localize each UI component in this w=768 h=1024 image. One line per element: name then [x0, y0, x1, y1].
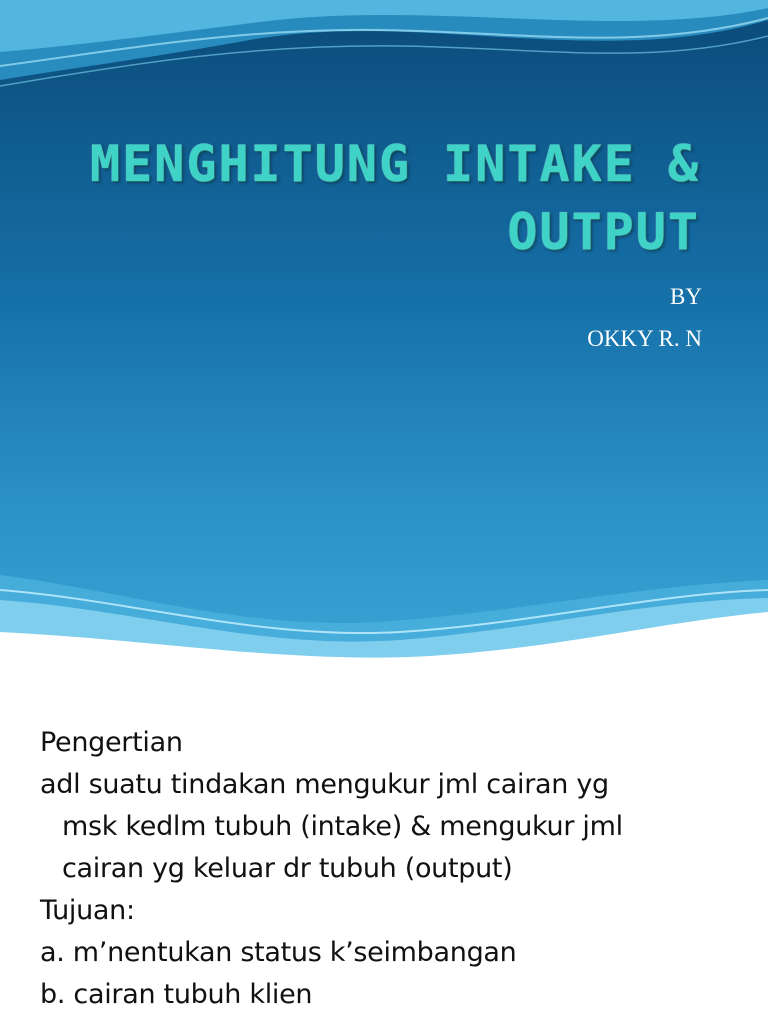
byline — [587, 276, 702, 360]
content-text — [40, 722, 740, 1016]
by-label: BY — [670, 284, 702, 309]
definition-line-3: cairan yg keluar dr tubuh (output) — [62, 853, 513, 884]
purpose-item-a: a. m’nentukan status k’seimbangan — [40, 937, 517, 968]
definition-line-2: msk kedlm tubuh (intake) & mengukur jml — [62, 811, 623, 842]
title-line-2: OUTPUT — [507, 203, 700, 261]
section-heading: Pengertian — [40, 727, 183, 758]
purpose-item-b: b. cairan tubuh klien — [40, 979, 313, 1010]
purpose-heading: Tujuan: — [40, 895, 135, 926]
definition-line-1: adl suatu tindakan mengukur jml cairan yg — [40, 769, 609, 800]
title-line-1: MENGHITUNG INTAKE & — [90, 135, 700, 193]
author-name: OKKY R. N — [587, 326, 702, 351]
slide-title — [0, 130, 700, 266]
